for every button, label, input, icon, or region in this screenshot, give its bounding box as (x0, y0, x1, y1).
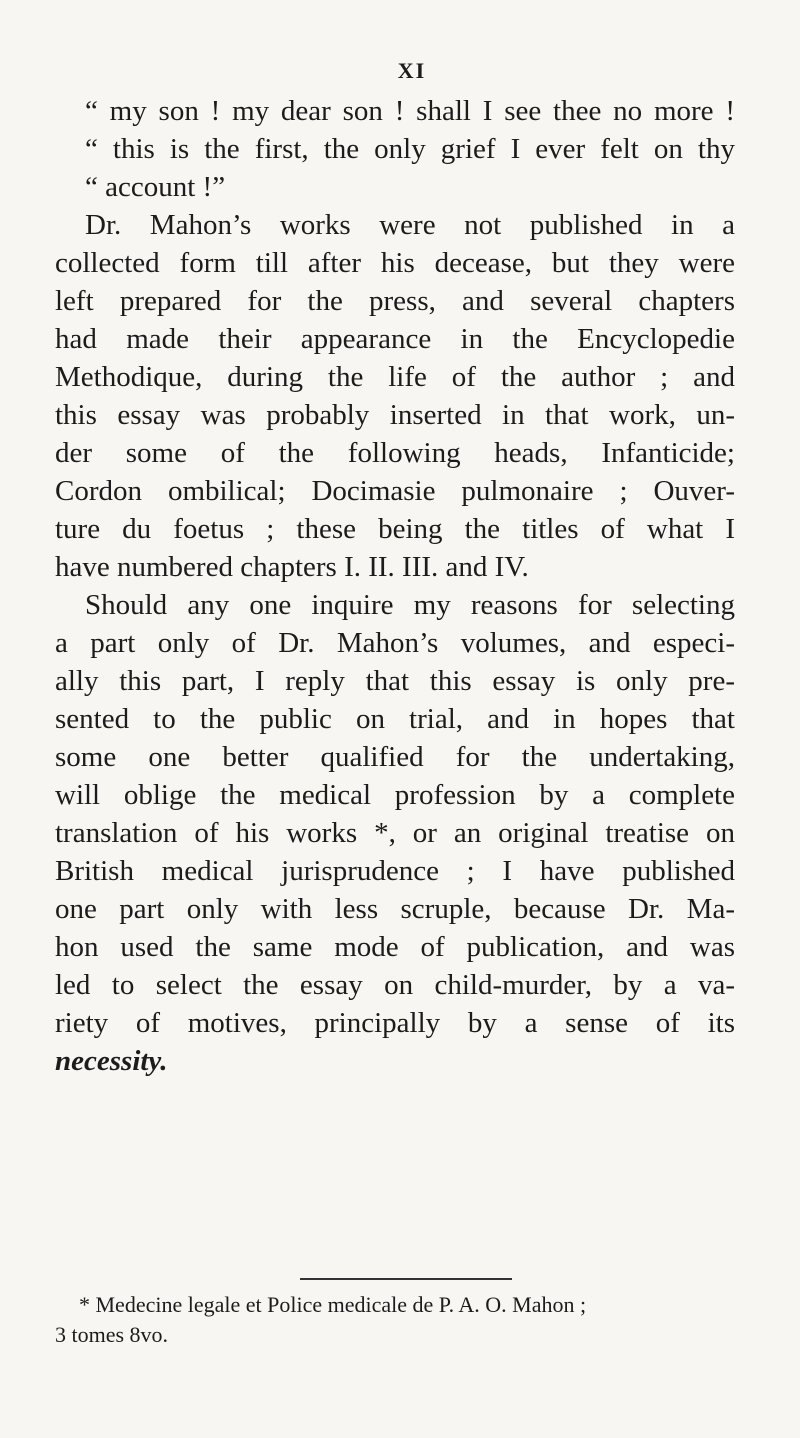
text-line: Should any one inquire my reasons for selecting (85, 589, 735, 621)
text-line: some one better qualified for the undertaking, (55, 741, 735, 773)
text-line: Methodique, during the life of the author ; and (55, 361, 735, 393)
text-line: riety of motives, principally by a sense of its (55, 1007, 735, 1039)
text-line: British medical jurisprudence ; I have published (55, 855, 735, 887)
text-line: this essay was probably inserted in that work, un- (55, 399, 735, 431)
text-line: hon used the same mode of publication, and was (55, 931, 735, 963)
text-line: led to select the essay on child-murder, by a va- (55, 969, 735, 1001)
text-line-emphasis (55, 1042, 735, 1080)
text-line: ture du foetus ; these being the titles of what I (55, 513, 735, 545)
text-line: “ my son ! my dear son ! shall I see thee no more ! (85, 95, 735, 127)
text-line: had made their appearance in the Encyclopedie (55, 323, 735, 355)
text-line: der some of the following heads, Infanticide; (55, 437, 735, 469)
text-line: left prepared for the press, and several chapters (55, 285, 735, 317)
body-text (55, 92, 735, 1080)
emphasized-word: necessity. (55, 1045, 168, 1077)
text-line: ally this part, I reply that this essay is only pre- (55, 665, 735, 697)
text-line: translation of his works *, or an original treatise on (55, 817, 735, 849)
text-line: will oblige the medical profession by a complete (55, 779, 735, 811)
text-line: one part only with less scruple, because Dr. Ma- (55, 893, 735, 925)
text-line: sented to the public on trial, and in hopes that (55, 703, 735, 735)
footnote-divider (300, 1278, 512, 1280)
text-line: “ this is the first, the only grief I ever felt on thy (85, 133, 735, 165)
text-line: Cordon ombilical; Docimasie pulmonaire ; Ouver- (55, 475, 735, 507)
text-line: collected form till after his decease, but they were (55, 247, 735, 279)
text-line: a part only of Dr. Mahon’s volumes, and especi- (55, 627, 735, 659)
footnote-line: 3 tomes 8vo. (55, 1322, 169, 1347)
text-line: Dr. Mahon’s works were not published in a (85, 209, 735, 241)
text-line: have numbered chapters I. II. III. and IV. (55, 551, 529, 583)
page-number: XI (397, 58, 427, 83)
text-line: “ account !” (85, 171, 226, 203)
footnote (55, 1290, 745, 1350)
footnote-line: * Medecine legale et Police medicale de P. A. O. Mahon ; (79, 1292, 587, 1317)
